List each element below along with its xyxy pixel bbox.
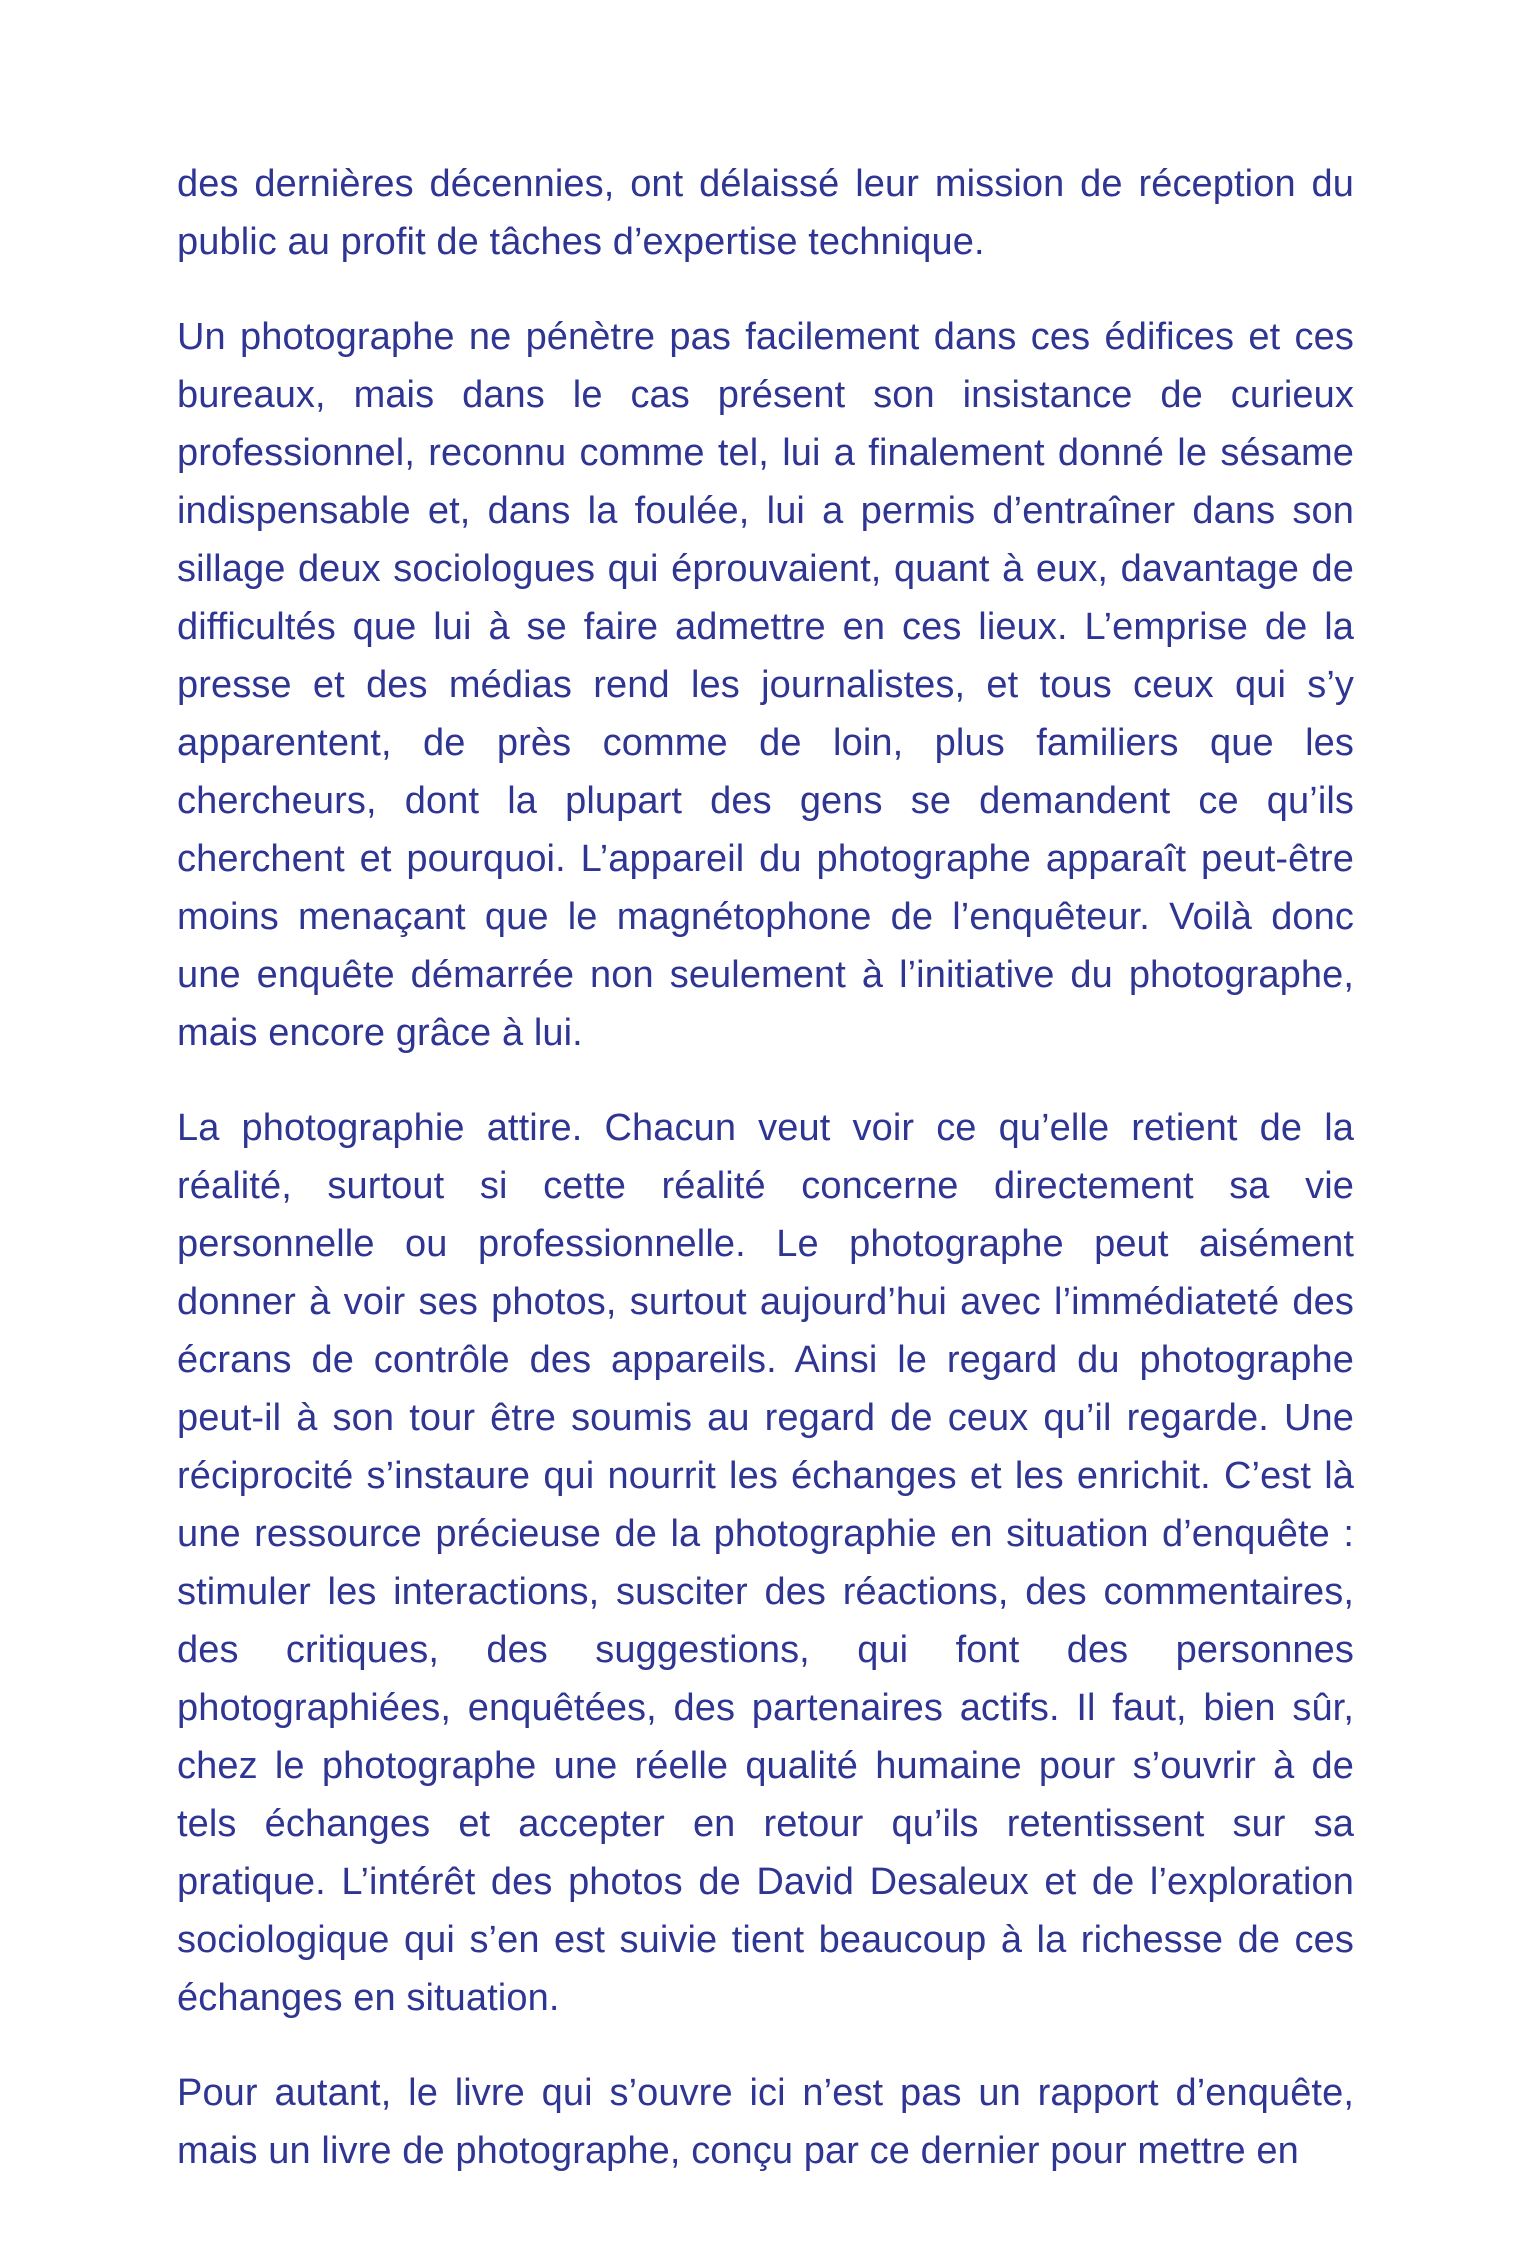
- body-text: [177, 155, 1354, 2217]
- paragraph-3: La photographie attire. Chacun veut voir ce qu’elle retient de la réalité, surtout si cette réalité concerne directement sa vie personnelle ou professionnelle. Le photographe peut aisément donner à voir ses photos, surtout aujourd’hui avec l’immédiateté des écrans de contrôle des appareils. Ainsi le regard du photographe peut-il à son tour être soumis au regard de ceux qu’il regarde. Une réciprocité s’instaure qui nourrit les échanges et les enrichit. C’est là une ressource précieuse de la photographie en situation d’enquête : stimuler les interactions, susciter des réactions, des commentaires, des critiques, des suggestions, qui font des personnes photographiées, enquêtées, des partenaires actifs. Il faut, bien sûr, chez le photographe une réelle qualité humaine pour s’ouvrir à de tels échanges et accepter en retour qu’ils retentissent sur sa pratique. L’intérêt des photos de David Desaleux et de l’exploration sociologique qui s’en est suivie tient beaucoup à la richesse de ces échanges en situation.: [177, 1107, 1354, 2019]
- paragraph-4: Pour autant, le livre qui s’ouvre ici n’est pas un rapport d’enquête, mais un livre de photographe, conçu par ce dernier pour mettre en: [177, 2072, 1354, 2172]
- paragraph-1: des dernières décennies, ont délaissé leur mission de réception du public au profit de tâches d’expertise technique.: [177, 163, 1354, 263]
- paragraph-2: Un photographe ne pénètre pas facilement dans ces édifices et ces bureaux, mais dans le cas présent son insistance de curieux professionnel, reconnu comme tel, lui a finalement donné le sésame indispensable et, dans la foulée, lui a permis d’entraîner dans son sillage deux sociologues qui éprouvaient, quant à eux, davantage de difficultés que lui à se faire admettre en ces lieux. L’emprise de la presse et des médias rend les journalistes, et tous ceux qui s’y apparentent, de près comme de loin, plus familiers que les chercheurs, dont la plupart des gens se demandent ce qu’ils cherchent et pourquoi. L’appareil du photographe apparaît peut-être moins menaçant que le magnétophone de l’enquêteur. Voilà donc une enquête démarrée non seulement à l’initiative du photographe, mais encore grâce à lui.: [177, 316, 1354, 1054]
